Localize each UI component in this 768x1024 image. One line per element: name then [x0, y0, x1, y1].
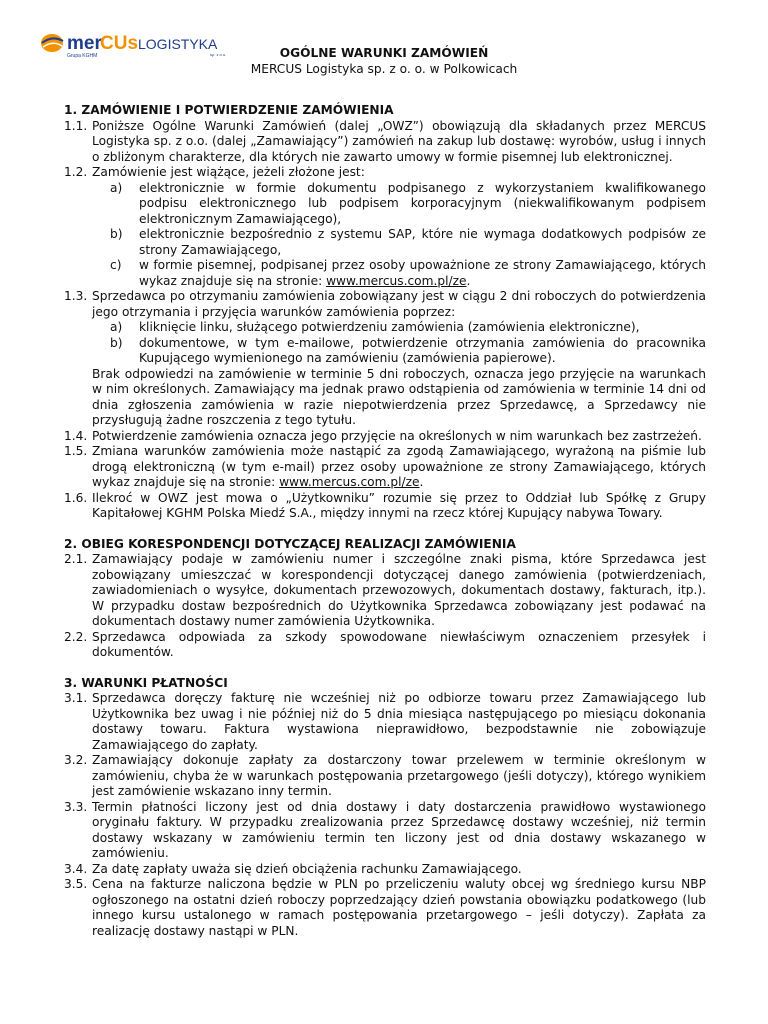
paragraph-1-2	[64, 165, 706, 181]
paragraph-number: 1.2.	[64, 165, 88, 179]
paragraph-1-1	[64, 119, 706, 166]
paragraph-1-5	[64, 444, 706, 491]
list-letter: a)	[110, 180, 123, 195]
paragraph-1-6	[64, 491, 706, 522]
paragraph-1-3-continuation: Brak odpowiedzi na zamówienie w terminie 5 dni roboczych, oznacza jego przyjęcie na warunkach w nim określonych. Zamawiający ma jednak prawo odstąpienia od zamówienia w terminie 14 dni od dnia zgłoszenia zamówienia w razie niepotwierdzenia przez Sprzedawcę, a Sprzedawcy nie przysługują żadne roszczenia z tego tytułu.	[92, 366, 706, 427]
paragraph-2-2	[64, 630, 706, 661]
paragraph-text-body: Zmiana warunków zamówienia może nastąpić za zgodą Zamawiającego, wyrażoną na piśmie lub drogą elektroniczną (w tym e-mail) przez osoby upoważnione ze strony Zamawiającego, których wykaz znajduje się na stronie:	[92, 444, 706, 489]
paragraph-number: 3.3.	[64, 799, 88, 814]
paragraph-number: 3.5.	[64, 877, 88, 891]
list-text-body: w formie pisemnej, podpisanej przez osoby upoważnione ze strony Zamawiającego, których wykaz znajduje się na stronie:	[139, 258, 706, 288]
paragraph-text: Sprzedawca odpowiada za szkody spowodowane niewłaściwym oznaczeniem przesyłek i dokumentów.	[92, 629, 706, 659]
section-2-heading: 2. OBIEG KORESPONDENCJI DOTYCZĄCEJ REALIZACJI ZAMÓWIENIA	[64, 536, 516, 551]
svg-text:sp. z o.o.: sp. z o.o.	[210, 52, 227, 57]
mercus-ze-link[interactable]: www.mercus.com.pl/ze	[279, 475, 420, 489]
section-1-heading: 1. ZAMÓWIENIE I POTWIERDZENIE ZAMÓWIENIA	[64, 103, 394, 117]
paragraph-number: 3.4.	[64, 861, 88, 876]
svg-text:Grupa KGHM: Grupa KGHM	[67, 53, 98, 59]
list-letter: b)	[110, 335, 123, 350]
document-title: OGÓLNE WARUNKI ZAMÓWIEŃ	[279, 46, 489, 60]
list-text: dokumentowe, w tym e-mailowe, potwierdzenie otrzymania zamówienia do pracownika Kupującego wymienionego na zamówieniu (zamówienia papierowe).	[139, 335, 706, 365]
document-subtitle: MERCUS Logistyka sp. z o. o. w Polkowicach	[250, 61, 518, 76]
paragraph-1-3	[64, 289, 706, 320]
mercus-ze-link[interactable]: www.mercus.com.pl/ze	[326, 273, 467, 288]
svg-text:mer: mer	[67, 33, 102, 54]
document-header	[0, 46, 768, 77]
paragraph-text	[92, 444, 706, 491]
paragraph-text: Zamówienie jest wiążące, jeżeli złożone jest:	[92, 165, 365, 179]
list-text	[139, 258, 706, 289]
paragraph-number: 1.5.	[64, 444, 88, 458]
paragraph-1-4	[64, 429, 706, 445]
list-letter: a)	[110, 320, 123, 334]
list-text: elektronicznie w formie dokumentu podpisanego z wykorzystaniem kwalifikowanego podpisu elektronicznego lub podpisem korporacyjnym (niekwalifikowanym podpisem elektronicznym Zamawiającego),	[139, 180, 706, 226]
paragraph-text: Cena na fakturze naliczona będzie w PLN po przeliczeniu waluty obcej wg średniego kursu NBP ogłoszonego na ostatni dzień roboczy poprzedzający dzień powstania obowiązku podatkowego (lub innego kursu ustalonego w ramach postępowania przetargowego – jeśli dotyczy). Zapłata za realizację dostawy nastąpi w PLN.	[92, 877, 706, 938]
svg-text:CUs: CUs	[100, 33, 139, 54]
list-text: kliknięcie linku, służącego potwierdzeniu zamówienia (zamówienia elektroniczne),	[139, 320, 640, 334]
document-body	[64, 103, 706, 939]
paragraph-number: 1.1.	[64, 118, 88, 133]
paragraph-text: Za datę zapłaty uważa się dzień obciążenia rachunku Zamawiającego.	[92, 861, 522, 876]
paragraph-3-4	[64, 862, 706, 878]
paragraph-text: Termin płatności liczony jest od dnia dostawy i daty dostarczenia prawidłowo wystawionego oryginału faktury. W przypadku zrealizowania przez Sprzedawcę dostawy wcześniej, niż termin dostawy wskazany w zamówieniu termin ten liczony jest od dnia dostawy wskazanego w zamówieniu.	[92, 799, 706, 860]
paragraph-text: Potwierdzenie zamówienia oznacza jego przyjęcie na określonych w nim warunkach bez zastrzeżeń.	[92, 428, 702, 443]
paragraph-number: 1.4.	[64, 428, 88, 443]
paragraph-1-3-a	[110, 320, 706, 336]
list-letter: b)	[110, 227, 123, 241]
section-3-heading: 3. WARUNKI PŁATNOŚCI	[64, 675, 228, 690]
svg-text:LOGISTYKA: LOGISTYKA	[138, 36, 218, 52]
paragraph-3-5	[64, 877, 706, 939]
paragraph-number: 1.6.	[64, 490, 88, 505]
paragraph-1-2-c	[110, 258, 706, 289]
paragraph-number: 2.1.	[64, 552, 88, 566]
paragraph-text: Zamawiający dokonuje zapłaty za dostarczony towar przelewem w terminie określonym w zamówieniu, chyba że w warunkach postępowania przetargowego (jeśli dotyczy), którego wynikiem jest zamówienie wskazano inny termin.	[92, 753, 706, 798]
paragraph-text: Ilekroć w OWZ jest mowa o „Użytkowniku” rozumie się przez to Oddział lub Spółkę z Grupy Kapitałowej KGHM Polska Miedź S.A., między innymi na rzecz której Kupujący nabywa Towary.	[92, 490, 706, 520]
paragraph-3-1	[64, 691, 706, 753]
paragraph-3-3	[64, 800, 706, 862]
paragraph-3-2	[64, 753, 706, 800]
list-letter: c)	[110, 258, 122, 272]
paragraph-1-2-a	[110, 181, 706, 228]
paragraph-number: 3.1.	[64, 691, 88, 705]
paragraph-text-end: .	[419, 475, 424, 489]
paragraph-2-1	[64, 552, 706, 630]
paragraph-text: Sprzedawca po otrzymaniu zamówienia zobowiązany jest w ciągu 2 dni roboczych do potwierdzenia jego otrzymania i przyjęcia warunków zamówienia poprzez:	[92, 289, 706, 319]
paragraph-number: 3.2.	[64, 753, 88, 767]
paragraph-1-2-b	[110, 227, 706, 258]
paragraph-text: Zamawiający podaje w zamówieniu numer i szczególne znaki pisma, które Sprzedawca jest zobowiązany umieszczać w korespondencji dotyczącej danego zamówienia (potwierdzeniach, zawiadomieniach o wysyłce, dokumentach przewozowych, dokumentach dostawy, fakturach, itp.). W przypadku dostaw bezpośrednich do Użytkownika Sprzedawca zobowiązany jest podawać na dokumentach dostawy numer zamówienia Użytkownika.	[92, 552, 706, 628]
list-text: elektronicznie bezpośrednio z systemu SAP, które nie wymaga dodatkowych podpisów ze strony Zamawiającego,	[139, 227, 706, 257]
paragraph-1-3-b	[110, 336, 706, 367]
paragraph-text: Poniższe Ogólne Warunki Zamówień (dalej „OWZ”) obowiązują dla składanych przez MERCUS Logistyka sp. z o.o. (dalej „Zamawiający”) zamówień na zakup lub dostawę: wyrobów, usług i innych o zbliżonym charakterze, dla których nie zawarto umowy w formie pisemnej lub elektronicznej.	[92, 118, 706, 164]
list-text-end: .	[466, 273, 471, 288]
paragraph-number: 1.3.	[64, 289, 88, 303]
paragraph-number: 2.2.	[64, 629, 88, 644]
paragraph-text: Sprzedawca doręczy fakturę nie wcześniej niż po odbiorze towaru przez Zamawiającego lub Użytkownika bez uwag i nie później niż do 5 dnia miesiąca następującego po miesiącu dokonania dostawy towaru. Faktura wystawiona nieprawidłowo, bezpodstawnie nie zobowiązuje Zamawiającego do zapłaty.	[92, 691, 706, 752]
